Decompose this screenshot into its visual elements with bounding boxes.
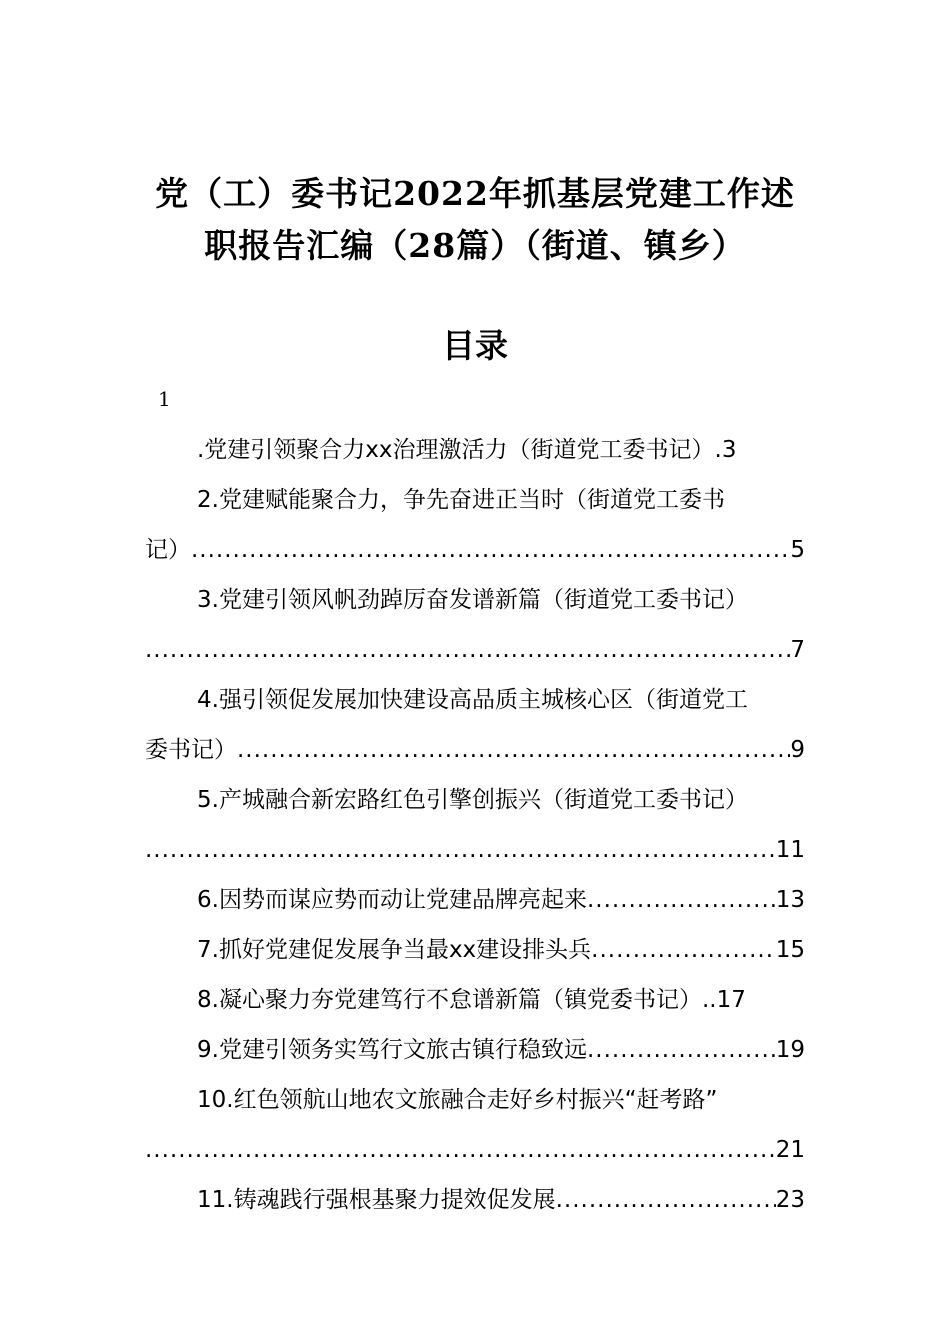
toc-leader-dots: [145, 625, 790, 675]
toc-entry-11[interactable]: [145, 1175, 805, 1225]
toc-entry-page: 19: [775, 1037, 805, 1063]
toc-entry-10-continued[interactable]: [145, 1125, 805, 1175]
toc-leader-dots: [145, 825, 776, 875]
toc-entry-text: 3.党建引领风帆劲踔厉奋发谱新篇（街道党工委书记）: [197, 587, 748, 613]
toc-entry-text: 6.因势而谋应势而动让党建品牌亮起来: [197, 887, 587, 913]
toc-entry-page: 11: [775, 837, 805, 863]
toc-entry-text: 10.红色领航山地农文旅融合走好乡村振兴“赶考路”: [197, 1087, 718, 1113]
toc-entry-page: 13: [775, 887, 805, 913]
toc-entry-text: 8.凝心聚力夯党建笃行不怠谱新篇（镇党委书记）..: [197, 987, 717, 1013]
document-title: [120, 168, 830, 272]
toc-entry-3-continued[interactable]: [145, 625, 805, 675]
toc-entry-text: 5.产城融合新宏路红色引擎创振兴（街道党工委书记）: [197, 787, 748, 813]
toc-entry-8[interactable]: [145, 975, 805, 1025]
toc-leader-dots: [587, 1025, 776, 1075]
toc-entry-7[interactable]: [145, 925, 805, 975]
toc-entry-5-continued[interactable]: [145, 825, 805, 875]
toc-entry-page: 5: [790, 537, 805, 563]
toc-heading: 目录: [442, 326, 508, 365]
toc-leader-dots: [556, 1175, 776, 1225]
toc-entry-page: 23: [775, 1187, 805, 1213]
toc-entry-2-continued[interactable]: [145, 525, 805, 575]
title-line-1: 党（工）委书记2022年抓基层党建工作述: [155, 174, 795, 213]
toc-entry-page: 7: [790, 637, 805, 663]
toc-entry-page: 17: [716, 987, 746, 1013]
toc-entry-2[interactable]: [145, 475, 805, 525]
toc-leader-dots: [145, 1125, 776, 1175]
toc-entry-text: 4.强引领促发展加快建设高品质主城核心区（街道党工: [197, 687, 748, 713]
toc-entry-text: 7.抓好党建促发展争当最xx建设排头兵: [197, 937, 592, 963]
toc-entry-4[interactable]: [145, 675, 805, 725]
toc-entry-6[interactable]: [145, 875, 805, 925]
toc-entry-text: 11.铸魂践行强根基聚力提效促发展: [197, 1187, 556, 1213]
toc-leader-dots: [591, 925, 776, 975]
toc-leader-dots: [587, 875, 776, 925]
toc-entry-text: 记）: [145, 537, 191, 563]
toc-entry-page: 21: [775, 1137, 805, 1163]
toc-entry-text: 委书记）: [145, 737, 237, 763]
toc-entry-page: 15: [775, 937, 805, 963]
toc-entry-page: 3: [721, 437, 737, 463]
title-line-2: 职报告汇编（28篇）（街道、镇乡）: [204, 226, 746, 265]
toc-entry-text: 2.党建赋能聚合力，争先奋进正当时（街道党工委书: [197, 487, 725, 513]
stray-number: 1: [158, 387, 171, 411]
table-of-contents: [145, 425, 805, 1225]
toc-entry-page: 9: [790, 737, 805, 763]
toc-entry-5[interactable]: [145, 775, 805, 825]
toc-entry-text: 9.党建引领务实笃行文旅古镇行稳致远: [197, 1037, 587, 1063]
toc-leader-dots: [237, 725, 790, 775]
toc-entry-text: .党建引领聚合力xx治理激活力（街道党工委书记）.: [197, 437, 722, 463]
toc-entry-9[interactable]: [145, 1025, 805, 1075]
toc-leader-dots: [191, 525, 790, 575]
toc-entry-4-continued[interactable]: [145, 725, 805, 775]
toc-entry-1[interactable]: [145, 425, 805, 475]
toc-entry-10[interactable]: [145, 1075, 805, 1125]
toc-entry-3[interactable]: [145, 575, 805, 625]
